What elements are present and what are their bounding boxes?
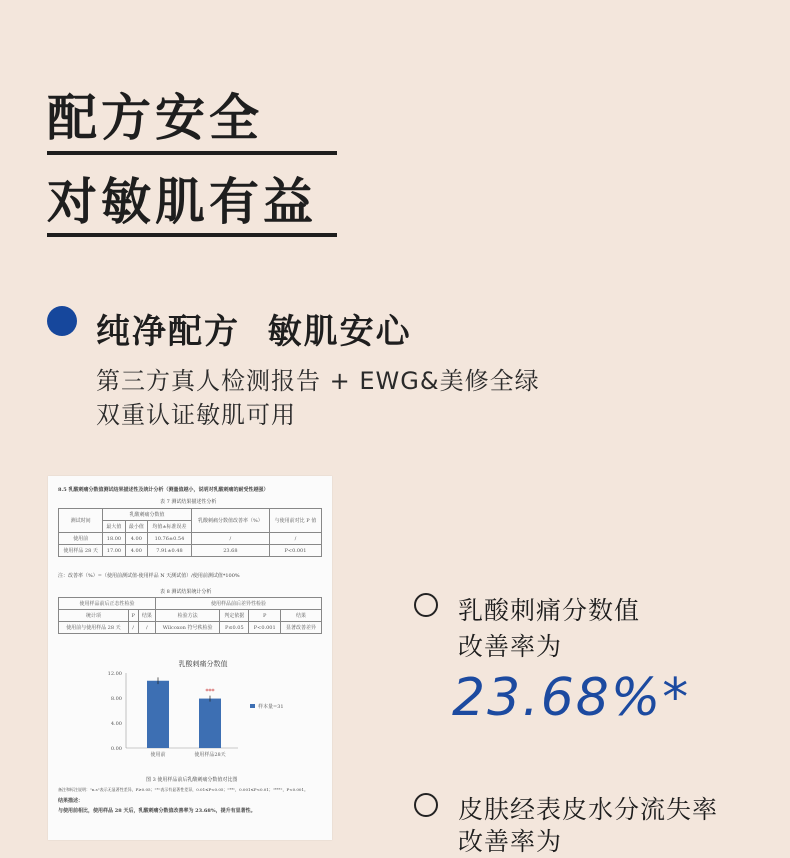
report-heading: 8.5 乳酸刺痛分数值测试结果描述性及统计分析（测量值越小，说明对乳酸刺痛的耐受性越强）	[58, 487, 269, 493]
t8-cell: P<0.001	[249, 622, 280, 634]
t8-col: 统计项	[59, 610, 129, 622]
t8-col: 结果	[280, 610, 321, 622]
t7-cell: 17.00	[103, 545, 125, 557]
significance-marker: ***	[205, 688, 215, 696]
t7-h-rate: 乳酸刺痛分数值改善率（%）	[191, 509, 269, 533]
bullet-dot-icon	[47, 306, 77, 336]
circle-bullet-icon	[414, 793, 438, 817]
report-bar-chart	[88, 656, 298, 766]
t7-cell: /	[269, 533, 321, 545]
t7-cell: 4.00	[125, 533, 147, 545]
stat1-value: 23.68%*	[452, 668, 691, 728]
stat2-sub: 改善率为	[458, 827, 563, 856]
t8-h-right: 使用样品前后差异性检验	[156, 598, 322, 610]
t7-h-mean: 均值±标准误差	[148, 521, 192, 533]
title-underline-1	[47, 151, 337, 155]
title-underline-2	[47, 233, 337, 237]
t8-cell: 使用前与使用样品 28 天	[59, 622, 129, 634]
chart-title: 乳酸刺痛分数值	[178, 660, 228, 668]
t7-h-min: 最小值	[125, 521, 147, 533]
title-line-2: 对敏肌有益	[47, 173, 317, 231]
t8-cell: P≤0.05	[220, 622, 249, 634]
t8-col: 判定依据	[220, 610, 249, 622]
figure-caption: 图 3 使用样品前后乳酸刺痛分数值对比图	[146, 777, 238, 783]
title-line-1: 配方安全	[47, 89, 263, 147]
table-row	[59, 533, 322, 545]
t7-cell: 使用前	[59, 533, 103, 545]
t7-cell: 4.00	[125, 545, 147, 557]
y-tick-label: 8.00	[110, 696, 122, 702]
stat1-label: 乳酸刺痛分数值	[458, 596, 641, 625]
t7-cell: P<0.001	[269, 545, 321, 557]
section-sub-1: 第三方真人检测报告 + EWG&美修全绿	[96, 367, 540, 395]
t8-cell: Wilcoxon 符号秩检验	[156, 622, 220, 634]
test-report-image	[48, 476, 332, 840]
t7-h-score: 乳酸刺痛分数值	[103, 509, 192, 521]
t8-h-left: 使用样品前后正态性检验	[59, 598, 156, 610]
bar	[199, 699, 221, 748]
table8	[58, 597, 322, 634]
t7-cell: 18.00	[103, 533, 125, 545]
t7-cell: 使用样品 28 天	[59, 545, 103, 557]
t7-cell: 7.91±0.48	[148, 545, 192, 557]
section-headline: 纯净配方 敏肌安心	[96, 312, 412, 352]
t8-cell: /	[138, 622, 156, 634]
legend-swatch	[250, 704, 255, 708]
t8-cell: 显著改善差异	[280, 622, 321, 634]
table7-caption: 表 7 测试结果描述性分析	[160, 499, 217, 505]
y-tick-label: 4.00	[110, 721, 122, 727]
conclusion-text: 与使用前相比，使用样品 28 天后，乳酸刺痛分数值改善率为 23.68%，提升有显著性。	[58, 808, 256, 814]
t8-col: 检验方法	[156, 610, 220, 622]
t7-h-p: 与使用前对比 P 值	[269, 509, 321, 533]
t7-cell: 10.76±0.54	[148, 533, 192, 545]
bar	[147, 681, 169, 748]
t7-h-max: 最大值	[103, 521, 125, 533]
t8-cell: /	[128, 622, 138, 634]
t8-col: P	[128, 610, 138, 622]
y-tick-label: 12.00	[107, 671, 122, 677]
report-footnote: 备注和标注说明："n.s"表示无显著性差异，P≥0.05；"*"表示有显著性差异，0.01≤P<0.05；"**"，0.001≤P<0.01；"***"，P<0.001。	[58, 787, 309, 792]
table-row	[59, 622, 322, 634]
conclusion-label: 结果描述：	[58, 798, 84, 804]
x-tick-label: 使用样品28天	[194, 752, 226, 758]
stat1-sub: 改善率为	[458, 632, 563, 661]
table7-note: 注：改善率（%）=（使用前测试值-使用样品 N 天测试值）/使用前测试值*100%	[58, 573, 240, 579]
t7-cell: /	[191, 533, 269, 545]
chart-legend: 样本量=31	[258, 704, 284, 710]
section-sub-2: 双重认证敏肌可用	[96, 401, 296, 429]
t7-cell: 23.68	[191, 545, 269, 557]
t7-h-time: 测试时间	[59, 509, 103, 533]
t8-col: 结果	[138, 610, 156, 622]
t8-col: P	[249, 610, 280, 622]
circle-bullet-icon	[414, 593, 438, 617]
y-tick-label: 0.00	[110, 746, 122, 752]
table7	[58, 508, 322, 557]
table-row	[59, 545, 322, 557]
table8-caption: 表 8 测试结果统计分析	[160, 589, 212, 595]
stat2-label: 皮肤经表皮水分流失率	[458, 795, 719, 824]
x-tick-label: 使用前	[150, 752, 166, 758]
